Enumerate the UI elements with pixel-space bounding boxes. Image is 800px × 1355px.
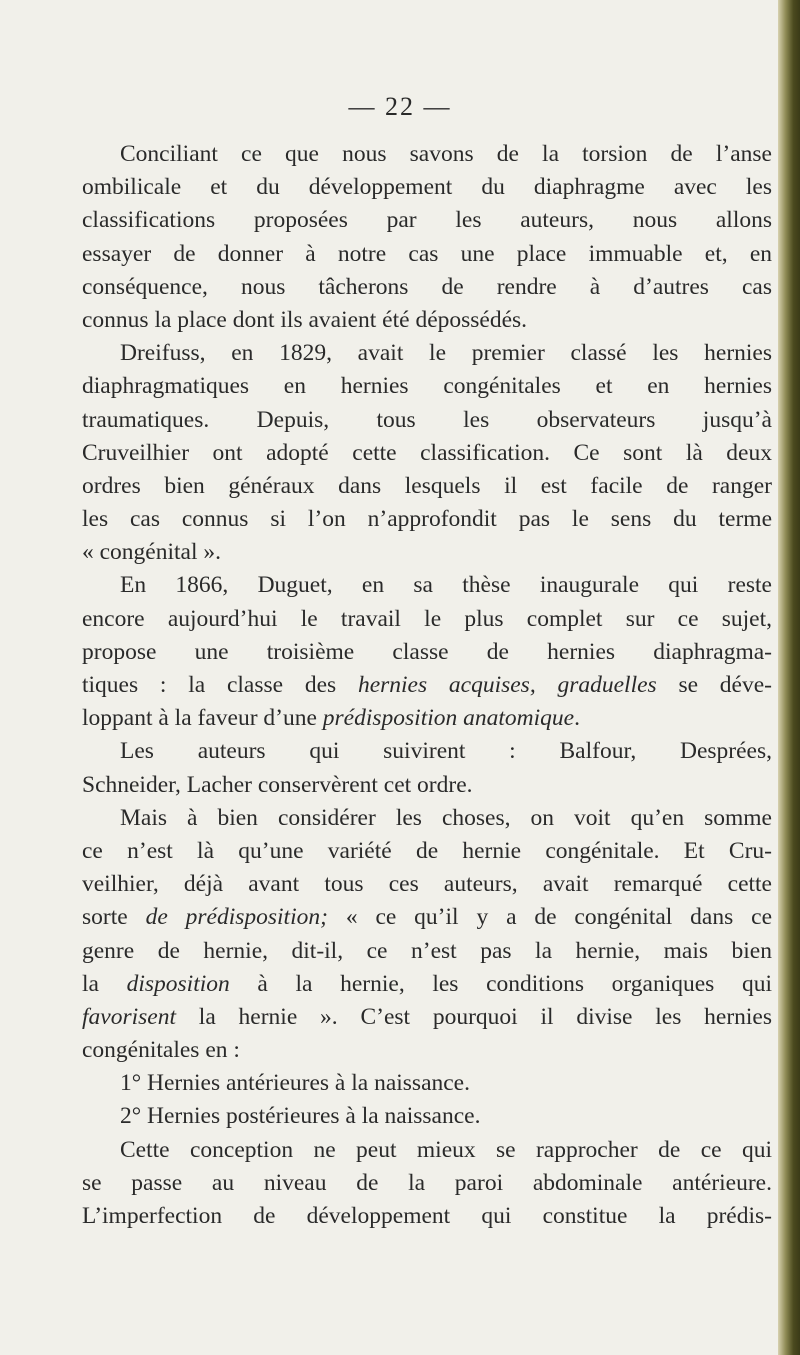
text-line: congénitales en : (82, 1037, 240, 1064)
text-line: Cette conception ne peut mieux se rapprocher de ce qui (120, 1136, 772, 1163)
text-line: traumatiques. Depuis, tous les observateurs jusqu’à (82, 406, 772, 433)
text-line: genre de hernie, dit-il, ce n’est pas la hernie, mais bien (82, 937, 772, 964)
text-line: se passe au niveau de la paroi abdominale antérieure. (82, 1169, 772, 1196)
text-line: En 1866, Duguet, en sa thèse inaugurale qui reste (120, 572, 772, 599)
text-roman: sorte (82, 904, 146, 931)
text-line: Conciliant ce que nous savons de la torsion de l’anse (120, 141, 772, 167)
text-roman: « ce qu’il y a de congénital dans ce (327, 904, 772, 931)
text-line: diaphragmatiques en hernies congénitales et en hernies (82, 373, 772, 400)
text-line: les cas connus si l’on n’approfondit pas le sens du terme (82, 506, 772, 533)
text-roman: se déve- (656, 672, 772, 698)
text-italic: favorisent (82, 1003, 176, 1030)
page-edge (778, 0, 800, 1355)
text-line: « congénital ». (82, 539, 222, 566)
text-line: Mais à bien considérer les choses, on voit qu’en somme (120, 804, 772, 831)
text-line: ombilicale et du développement du diaphragme avec les (82, 174, 772, 201)
text-line: propose une troisième classe de hernies diaphragma- (82, 638, 772, 665)
page-number: — 22 — (348, 92, 452, 121)
text-italic: disposition (126, 970, 230, 997)
text-line (82, 702, 772, 735)
text-line (82, 669, 772, 702)
text-line: essayer de donner à notre cas une place immuable et, en (82, 240, 772, 267)
text-roman: tiques : la classe des (82, 672, 358, 698)
text-line: classifications proposées par les auteurs, nous allons (82, 207, 772, 234)
text-line: ordres bien généraux dans lesquels il est facile de ranger (82, 472, 772, 499)
text-line: Dreifuss, en 1829, avait le premier classé les hernies (120, 340, 772, 367)
text-line (82, 1001, 772, 1034)
text-line: veilhier, déjà avant tous ces auteurs, avait remarqué cette (82, 871, 772, 898)
text-line: connus la place dont ils avaient été dépossédés. (82, 306, 528, 333)
text-italic: prédisposition anatomique (322, 705, 575, 732)
text-roman: loppant à la faveur d’une (82, 705, 323, 732)
text-roman: . (574, 705, 580, 732)
text-line: conséquence, nous tâcherons de rendre à d’autres cas (82, 273, 772, 300)
text-line: Cruveilhier ont adopté cette classification. Ce sont là deux (82, 439, 772, 466)
text-line: 2° Hernies postérieures à la naissance. (120, 1103, 481, 1130)
text-roman: la hernie ». C’est pourquoi il divise les hernies (176, 1003, 772, 1030)
text-line: encore aujourd’hui le travail le plus complet sur ce sujet, (82, 605, 772, 632)
text-roman: à la hernie, les conditions organiques qui (229, 970, 772, 997)
text-roman: la (82, 970, 127, 997)
text-italic: hernies acquises, graduelles (357, 672, 657, 698)
body-text (82, 138, 772, 1233)
text-line: ce n’est là qu’une variété de hernie congénitale. Et Cru- (82, 837, 772, 864)
text-line: Les auteurs qui suivirent : Balfour, Desprées, (120, 738, 772, 765)
text-line (82, 968, 772, 1001)
text-line: L’imperfection de développement qui constitue la prédis- (82, 1203, 772, 1229)
text-line: 1° Hernies antérieures à la naissance. (120, 1070, 470, 1097)
text-line (82, 901, 772, 934)
text-italic: de prédisposition; (145, 904, 328, 931)
text-line: Schneider, Lacher conservèrent cet ordre. (82, 771, 473, 798)
